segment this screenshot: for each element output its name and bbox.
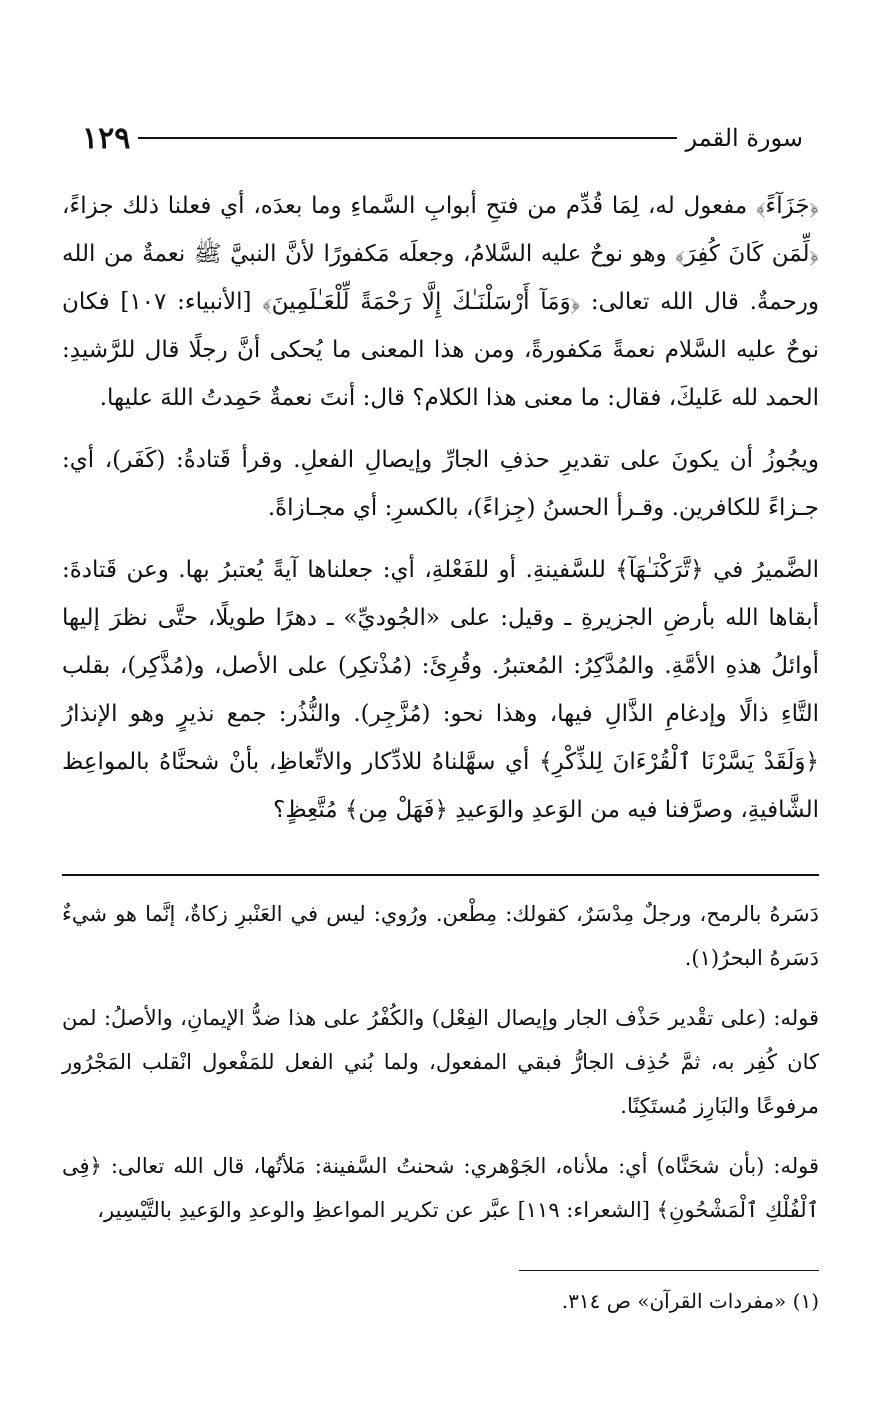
- commentary-divider: [62, 874, 819, 876]
- running-header: [82, 118, 803, 158]
- surah-title: سورة القمر: [685, 124, 803, 152]
- main-text: [62, 182, 819, 848]
- commentary-paragraph-1: دَسَرهُ بالرمح، ورجلٌ مِدْسَرٌ، كقولك: مِطْعن. ورُوي: ليس في العَنْبرِ زكاةٌ، إنَّما هو شيءٌ دَسَرهُ البحرُ(١).: [62, 902, 819, 970]
- main-paragraph-3: الضَّميرُ في ﴿تَّرَكْنَـٰهَآ﴾ للسَّفينةِ. أو للفَعْلةِ، أي: جعلناها آيةً يُعتبرُ بها. وعن قَتادةَ: أبقاها الله بأرضِ الجزيرةِ ـ وقيل: على «الجُوديِّ» ـ دهرًا طويلًا، حتَّى نظرَ إليها أوائلُ هذهِ الأمَّةِ. والمُدَّكِرُ: المُعتبرُ. وقُرِئَ: (مُذْتكِر) على الأصل، و(مُذَّكِر)، بقلب التَّاءِ ذالًا وإدغامِ الذَّالِ فيها، وهذا نحو: (مُزَّجِر). والنُّذُر: جمع نذيرٍ وهو الإنذارُ ﴿وَلَقَدْ يَسَّرْنَا ٱلْقُرْءَانَ لِلذِّكْرِ﴾ أي سهَّلناهُ للادِّكار والاتِّعاظِ، بأنْ شحنَّاهُ بالمواعِظ الشَّافيةِ، وصرَّفنا فيه من الوَعدِ والوَعيدِ ﴿فَهَلْ مِن﴾ مُتَّعِظٍ؟: [62, 557, 819, 823]
- footnote-rule: [519, 1270, 819, 1271]
- footnote: (١) «مفردات القرآن» ص ٣١٤.: [561, 1289, 819, 1313]
- commentary-text: [62, 892, 819, 1248]
- header-rule: [138, 137, 677, 139]
- commentary-paragraph-3: قوله: (بأن شحَنَّاه) أي: ملأناه، الجَوْهري: شحنتُ السَّفينة: مَلأتُها، قال الله تعالى: ﴿فِى ٱلْفُلْكِ ٱلْمَشْحُونِ﴾ [الشعراء: ١١٩] عبَّر عن تكرير المواعظِ والوعدِ والوَعيدِ بالتَّيْسِير،: [62, 1154, 819, 1222]
- main-paragraph-2: ويجُوزُ أن يكونَ على تقديرِ حذفِ الجارِّ وإيصالِ الفعلِ. وقرأ قَتادةُ: (كَفَر)، أي: جـزاءً للكافرين. وقـرأ الحسنُ (جِزاءً)، بالكسرِ: أي مجـازاةً.: [62, 447, 819, 521]
- commentary-paragraph-2: قوله: (على تقْدير حَذْف الجار وإيصال الفِعْل) والكُفْرُ على هذا ضدُّ الإيمانِ، والأصلُ: لمن كان كُفِر به، ثمَّ حُذِف الجارُّ فبقي المفعول، ولما بُني الفعل للمَفْعول انْقلب المَجْرُور مرفوعًا والبَارِز مُستَكِنًا.: [62, 1006, 819, 1118]
- main-paragraph-1: ﴿جَزَآءً﴾ مفعول له، لِمَا قُدِّم من فتحِ أبوابِ السَّماءِ وما بعدَه، أي فعلنا ذلك جزاءً، ﴿لِّمَن كَانَ كُفِرَ﴾ وهو نوحٌ عليه السَّلامُ، وجعلَه مَكفورًا لأنَّ النبيَّ ﷺ نعمةٌ من الله ورحمةٌ. قال الله تعالى: ﴿وَمَآ أَرْسَلْنَـٰكَ إِلَّا رَحْمَةً لِّلْعَـٰلَمِينَ﴾ [الأنبياء: ١٠٧] فكان نوحٌ عليه السَّلام نعمةً مَكفورةً، ومن هذا المعنى ما يُحكى أنَّ رجلًا قال للرَّشيدِ: الحمد لله عَليكَ، فقال: ما معنى هذا الكلام؟ قال: أنتَ نعمةٌ حَمِدتُ اللهَ عليها.: [62, 193, 819, 411]
- page-number: ١٢٩: [82, 120, 131, 156]
